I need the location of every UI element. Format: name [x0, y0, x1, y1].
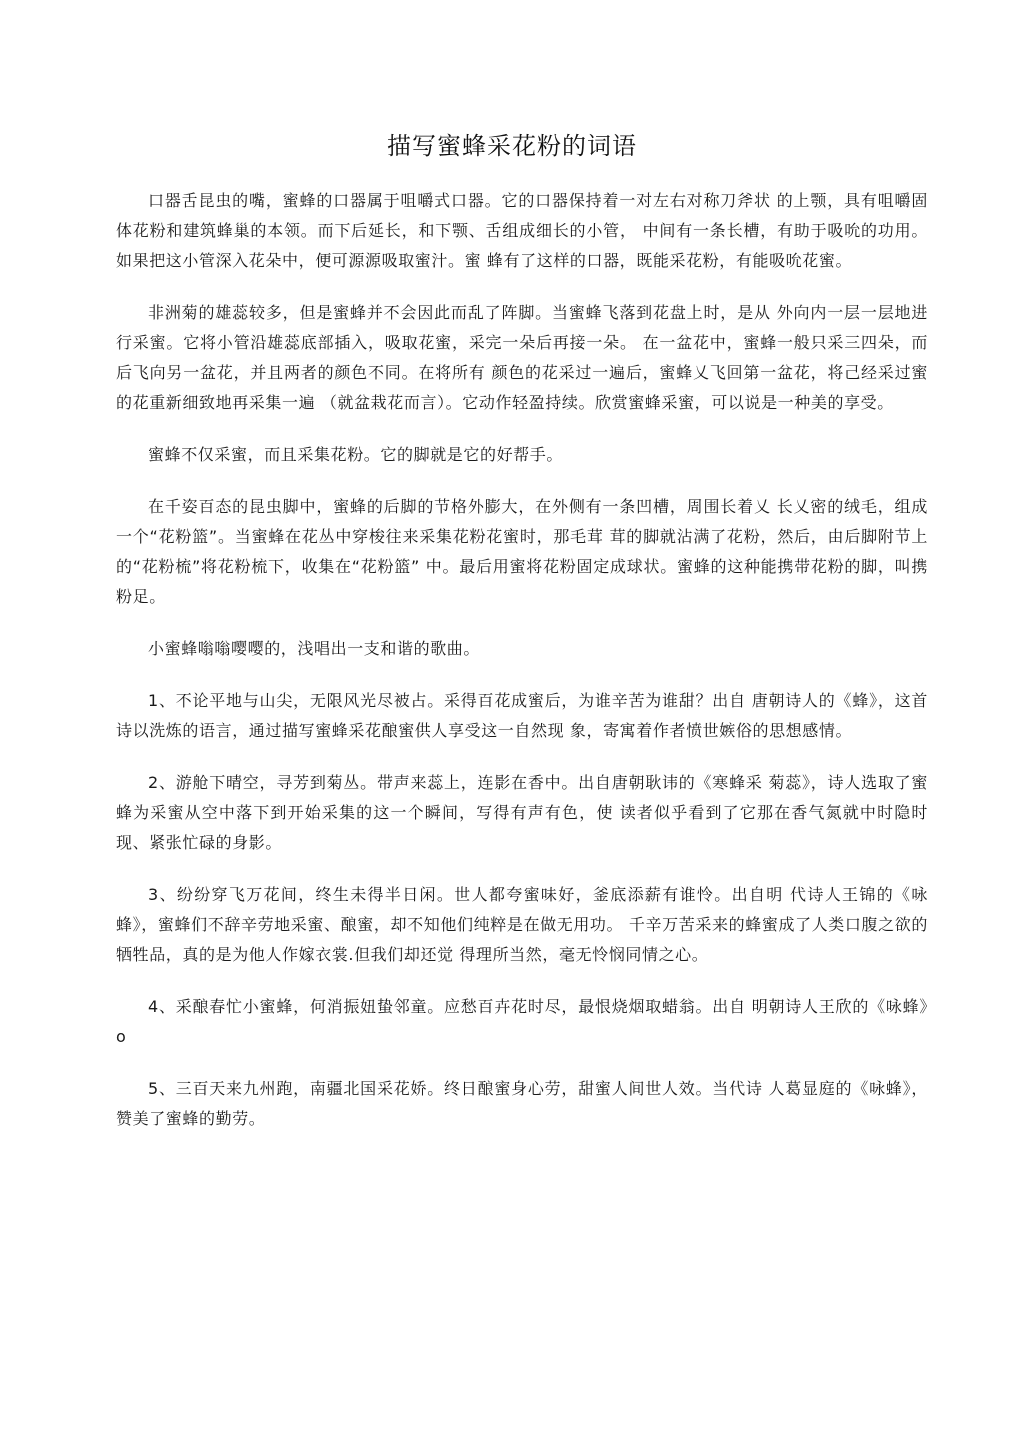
paragraph-5: 小蜜蜂嗡嗡嘤嘤的，浅唱出一支和谐的歌曲。: [148, 639, 481, 658]
paragraph-2: 非洲菊的雄蕊较多，但是蜜蜂并不会因此而乱了阵脚。当蜜蜂飞落到花盘上时，是从 外向内一层一层地进行采蜜。它将小管沿雄蕊底部插入，吸取花蜜，采完一朵后再接一朵。 在一盆花中，蜜蜂一般只采三四朵，而后飞向另一盆花，并且两者的颜色不同。在将所有 颜色的花采过一遍后，蜜蜂乂飞回第一盆花，将己经采过蜜的花重新细致地再采集一遍 （就盆栽花而言）。它动作轻盈持续。欣赏蜜蜂采蜜，可以说是一种美的享受。: [116, 303, 928, 412]
paragraph-4: 在千姿百态的昆虫脚中，蜜蜂的后脚的节格外膨大，在外侧有一条凹槽，周围长着乂 长乂密的绒毛，组成一个“花粉篮”。当蜜蜂在花丛中穿梭往来采集花粉花蜜时，那毛茸 茸的脚就沾满了花粉，然后，由后脚附节上的“花粉梳”将花粉梳下，收集在“花粉篮” 中。最后用蜜将花粉固定成球状。蜜蜂的这种能携带花粉的脚，叫携粉足。: [116, 497, 928, 606]
poem-item-4: 4、采酿春忙小蜜蜂，何消振妞蛰邻童。应愁百卉花时尽，最恨烧烟取蜡翁。出自 明朝诗人王欣的《咏蜂》o: [116, 997, 928, 1046]
paragraph-1: 口器舌昆虫的嘴，蜜蜂的口器属于咀嚼式口器。它的口器保持着一对左右对称刀斧状 的上颚，具有咀嚼固体花粉和建筑蜂巢的本领。而下后延长，和下颚、舌组成细长的小管， 中间有一条长槽，有助于吸吮的功用。如果把这小管深入花朵中，便可源源吸取蜜汁。蜜 蜂有了这样的口器，既能采花粉，有能吸吮花蜜。: [116, 191, 928, 270]
document-body: [116, 186, 928, 1156]
document-title: 描写蜜蜂采花粉的词语: [387, 132, 637, 160]
poem-item-3: 3、纷纷穿飞万花间，终生未得半日闲。世人都夸蜜味好，釜底添薪有谁怜。出自明 代诗人王锦的《咏蜂》，蜜蜂们不辞辛劳地采蜜、酿蜜，却不知他们纯粹是在做无用功。 千辛万苦采来的蜂蜜成了人类口腹之欲的牺牲品，真的是为他人作嫁衣裳.但我们却还觉 得理所当然，毫无怜悯同情之心。: [116, 885, 928, 964]
poem-item-1: 1、不论平地与山尖，无限风光尽被占。采得百花成蜜后，为谁辛苦为谁甜？出自 唐朝诗人的《蜂》，这首诗以洗炼的语言，通过描写蜜蜂采花酿蜜供人享受这一自然现 象，寄寓着作者愤世嫉俗的思想感情。: [116, 691, 928, 740]
paragraph-3: 蜜蜂不仅采蜜，而且采集花粉。它的脚就是它的好帮手。: [148, 445, 564, 464]
poem-item-5: 5、三百天来九州跑，南疆北国采花娇。终日酿蜜身心劳，甜蜜人间世人效。当代诗 人葛显庭的《咏蜂》，赞美了蜜蜂的勤劳。: [116, 1079, 928, 1128]
poem-item-2: 2、游舱下晴空，寻芳到菊丛。带声来蕊上，连影在香中。出自唐朝耿讳的《寒蜂采 菊蕊》，诗人选取了蜜蜂为采蜜从空中落下到开始采集的这一个瞬间，写得有声有色，使 读者似乎看到了它那在香气氮就中时隐时现、紧张忙碌的身影。: [116, 773, 928, 852]
